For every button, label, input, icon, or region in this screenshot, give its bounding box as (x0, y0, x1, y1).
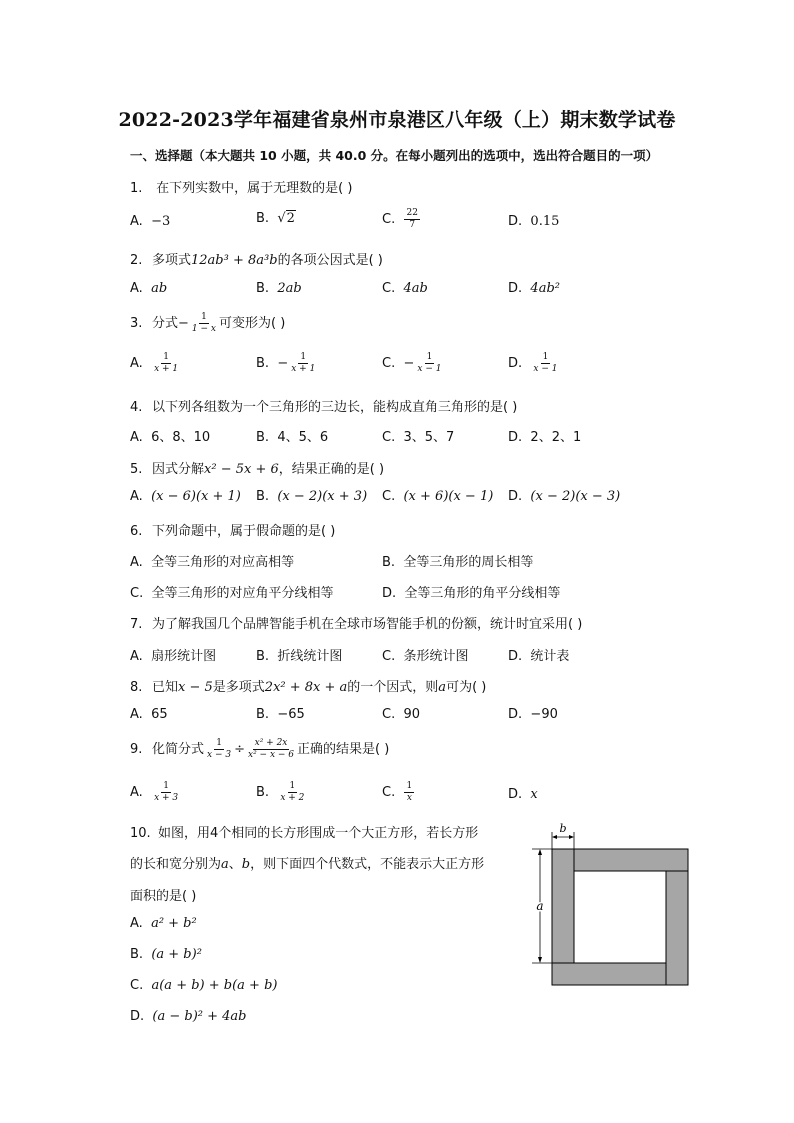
page-title: 2022-2023学年福建省泉州市泉港区八年级（上）期末数学试卷 (118, 109, 676, 131)
question-10: 10. 如图，用4个相同的长方形围成一个大正方形，若长方形 (130, 826, 479, 841)
option-6c[interactable]: C. 全等三角形的对应角平分线相等 (130, 586, 334, 601)
rect-right (666, 871, 688, 985)
label-b: b (559, 822, 567, 835)
label-a: a (536, 899, 544, 913)
option-1c[interactable]: C. $\frac{22}{7}$ (382, 208, 418, 230)
rect-top (574, 849, 688, 871)
question-10-line-2: 的长和宽分别为a、b，则下面四个代数式，不能表示大正方形 (130, 857, 485, 872)
option-10a[interactable]: A. a² + b² (130, 916, 197, 931)
option-8a[interactable]: A. 65 (130, 707, 168, 722)
question-10-line-3: 面积的是( ) (130, 889, 197, 904)
option-9a[interactable]: A. $\frac{1}{x + 3}$ (130, 781, 179, 803)
question-9: 9. 化简分式 $\frac{1}{x - 3}$ ÷ $\frac{\text{x² + 2x}}{\text{x² − x − 6}}$ 正确的结果是( ) (130, 738, 390, 760)
option-7a[interactable]: A. 扇形统计图 (130, 649, 217, 664)
dim-a-arrowhead-bottom (538, 957, 542, 963)
rect-left (552, 849, 574, 963)
option-2c[interactable]: C. 4ab (382, 281, 428, 296)
option-3b[interactable]: B. − $\frac{1}{x + 1}$ (256, 352, 316, 374)
option-10c[interactable]: C. a(a + b) + b(a + b) (130, 978, 278, 993)
dim-b-arrowhead-left (552, 835, 557, 839)
option-6d[interactable]: D. 全等三角形的角平分线相等 (382, 586, 561, 601)
fraction: $\frac{1}{1 - x}$ (191, 312, 216, 334)
square-rectangles-figure (528, 822, 693, 987)
option-2d[interactable]: D. 4ab² (508, 281, 560, 296)
option-8c[interactable]: C. 90 (382, 707, 421, 722)
question-text: 在下列实数中，属于无理数的是( ) (156, 181, 353, 196)
question-6: 6. 下列命题中，属于假命题的是( ) (130, 524, 336, 539)
option-3d[interactable]: D. $\frac{1}{x - 1}$ (508, 352, 558, 374)
question-8: 8. 已知x − 5是多项式2x² + 8x + a的一个因式，则a可为( ) (130, 680, 487, 695)
option-1d[interactable]: D. 0.15 (508, 214, 560, 229)
option-6a[interactable]: A. 全等三角形的对应高相等 (130, 555, 295, 570)
option-9b[interactable]: B. $\frac{1}{x + 2}$ (256, 781, 305, 803)
option-9d[interactable]: D. x (508, 787, 538, 802)
math-expression: 12ab³ + 8a³b (191, 253, 278, 268)
option-2a[interactable]: A. ab (130, 281, 168, 296)
sqrt-expression: √2 (277, 211, 295, 226)
option-4a[interactable]: A. 6、8、10 (130, 430, 211, 445)
option-5d[interactable]: D. (x − 2)(x − 3) (508, 489, 621, 504)
option-4d[interactable]: D. 2、2、1 (508, 430, 582, 445)
option-6b[interactable]: B. 全等三角形的周长相等 (382, 555, 534, 570)
option-4c[interactable]: C. 3、5、7 (382, 430, 455, 445)
option-1a[interactable]: A. −3 (130, 214, 171, 229)
section-heading: 一、选择题（本大题共 10 小题，共 40.0 分。在每小题列出的选项中，选出符合题目的一项） (130, 148, 659, 163)
question-4: 4. 以下列各组数为一个三角形的三边长，能构成直角三角形的是( ) (130, 400, 518, 415)
option-7b[interactable]: B. 折线统计图 (256, 649, 343, 664)
question-3: 3. 分式− $\frac{1}{1 - x}$ 可变形为( ) (130, 312, 286, 334)
question-1 (130, 177, 352, 196)
question-5: 5. 因式分解x² − 5x + 6，结果正确的是( ) (130, 462, 385, 477)
option-7d[interactable]: D. 统计表 (508, 649, 570, 664)
option-5b[interactable]: B. (x − 2)(x + 3) (256, 489, 368, 504)
option-8b[interactable]: B. −65 (256, 707, 305, 722)
fraction: $\frac{22}{7}$ (406, 208, 418, 230)
inner-square (574, 871, 666, 963)
option-5a[interactable]: A. (x − 6)(x + 1) (130, 489, 241, 504)
option-3a[interactable]: A. $\frac{1}{x + 1}$ (130, 352, 179, 374)
option-10b[interactable]: B. (a + b)² (130, 947, 202, 962)
option-4b[interactable]: B. 4、5、6 (256, 430, 329, 445)
option-10d[interactable]: D. (a − b)² + 4ab (130, 1009, 247, 1024)
option-5c[interactable]: C. (x + 6)(x − 1) (382, 489, 494, 504)
option-7c[interactable]: C. 条形统计图 (382, 649, 469, 664)
option-2b[interactable]: B. 2ab (256, 281, 302, 296)
option-3c[interactable]: C. − $\frac{1}{x - 1}$ (382, 352, 442, 374)
option-8d[interactable]: D. −90 (508, 707, 558, 722)
question-number: 1. (130, 181, 143, 196)
rect-bottom (552, 963, 666, 985)
question-7: 7. 为了解我国几个品牌智能手机在全球市场智能手机的份额，统计时宜采用( ) (130, 617, 583, 632)
option-1b[interactable]: B. √2 (256, 211, 295, 226)
option-9c[interactable]: C. $\frac{1}{x}$ (382, 781, 413, 803)
dim-a-arrowhead-top (538, 849, 542, 855)
dim-b-arrowhead-right (569, 835, 574, 839)
question-2: 2. 多项式12ab³ + 8a³b的各项公因式是( ) (130, 253, 383, 268)
